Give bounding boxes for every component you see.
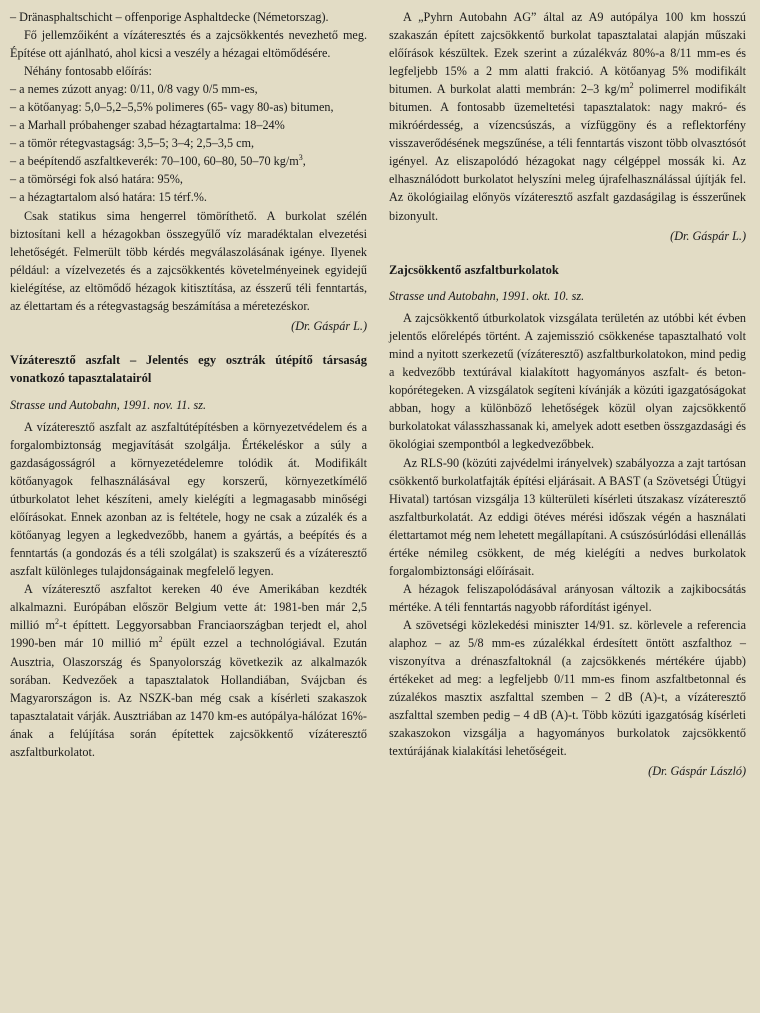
text-span: polimerrel modifikált bitumen. A fontosabb üzemeltetési tapasztalatok: nagy makró- és mikróérdesség, a vízencsúszás, a vízfüggöny és a reflektorfény visszaverődésének megszűnése, a téli fenntartás viszont több olvasztósót igényel. Az eliszapolódó hézagokat nagy célgéppel mossák ki. Az elhasználódott burkolatot helyszíni meleg újrafelhasználással újítják fel. Az ökológiailag előnyös vízáteresztő aszfalt gazdaságilag is ésszerűnek bizonyult. — [389, 82, 746, 223]
paragraph: A szövetségi közlekedési miniszter 14/91. sz. körlevele a referencia alaphoz – az 5/8 mm-es zúzalékkal érdesített öntött aszfalthoz – viszonyítva a drénaszfaltoknál (a zajcsökkenés mértékére újabb) értékeket ad meg: a legfeljebb 0/11 mm-es finom aszfaltbetonnal és zúzalékos masztix aszfalttal szemben – 2 dB (A)-t, a vízáteresztő aszfalttal szemben pedig – 4 dB (A)-t. Több közúti igazgatóság kísérleti szakaszokon vizsgálja a hagyományos burkolatok zajcsökkentő textúrájának kialakítási lehetőségeit. — [389, 617, 746, 759]
superscript: 3 — [298, 153, 303, 163]
list-item: – a kötőanyag: 5,0–5,2–5,5% polimeres (65- vagy 80-as) bitumen, — [10, 100, 334, 115]
paragraph: Fő jellemzőiként a vízáteresztés és a zajcsökkentés nevezhető meg. Építése ott ajánlható, ahol kicsi a veszély a hézagai eltömődésére. — [10, 28, 367, 61]
article-source: Strasse und Autobahn, 1991. okt. 10. sz. — [389, 289, 585, 304]
signature: (Dr. Gáspár László) — [648, 764, 746, 779]
list-item: – a Marhall próbahenger szabad hézagtartalma: 18–24% — [10, 118, 285, 133]
paragraph: Néhány fontosabb előírás: — [24, 64, 152, 79]
paragraph — [10, 580, 367, 760]
left-column — [10, 8, 367, 1013]
text-span: épült ezzel a technológiával. Ezután Ausztria, Olaszország és Spanyolország következik az alkalmazók sorában. Kedvezőek a tapasztalatok Hollandiában, Svájcban és Magyarországon is. Az NSZK-ban még csak a kísérleti szakaszok tapasztalatait várják. Ausztriában az 1470 km-es autópálya-hálózat 16%-ának a felújítása során építettek zajcsökkentő vízáteresztő aszfaltburkolatot. — [10, 636, 367, 759]
signature: (Dr. Gáspár L.) — [291, 318, 367, 333]
list-item-text: – a beépítendő aszfaltkeverék: 70–100, 60–80, 50–70 kg/m — [10, 154, 299, 169]
paragraph: Az RLS-90 (közúti zajvédelmi irányelvek) szabályozza a zajt tartósan csökkentő burkolatfajták építési eljárásait. A BAST (a Szövetségi Útügyi Hivatal) tartósan vizsgálja 13 külterületi kísérleti útszakasz vízáteresztő aszfaltburkolatát. Az eddigi ötéves mérési időszak végén a használati élettartamot még nem lehetett megállapítani. A csúszósúrlódási ellenállás értéke némileg csökkent, de még kielégíti a nedves burkolatok forgalombiztonsági előírásait. — [389, 455, 746, 578]
article-source: Strasse und Autobahn, 1991. nov. 11. sz. — [10, 397, 207, 412]
text-span: -t építtett. Leggyorsabban Franciaországban terjedt el, ahol 1990-ben már 10 millió m — [10, 618, 367, 651]
list-item: – a nemes zúzott anyag: 0/11, 0/8 vagy 0/5 mm-es, — [10, 82, 258, 97]
right-column — [389, 8, 746, 1013]
superscript: 2 — [55, 617, 60, 627]
paragraph — [389, 8, 746, 225]
list-item: – a tömörségi fok alsó határa: 95%, — [10, 172, 183, 187]
list-item: – Dränasphaltschicht – offenporige Asphaltdecke (Németorszag). — [10, 10, 329, 24]
article-heading: Zajcsökkentő aszfaltburkolatok — [389, 262, 559, 277]
signature: (Dr. Gáspár L.) — [670, 228, 746, 243]
text-span: A „Pyhrn Autobahn AG” által az A9 autópálya 100 km hosszú szakaszán épített zajcsökkentő burkolat tapasztalatai alapján műszaki előírások készültek. Ezek szerint a zúzalékváz 80%-a 8/11 mm-es és legfeljebb 15% a 2 mm alatti frakció. A kötőanyag 5% modifikált bitumen. A burkolat alatti membrán: 2–3 kg/m — [389, 10, 746, 97]
article-heading: Vízáteresztő aszfalt – Jelentés egy osztrák útépítő társaság vonatkozó tapasztalatairól — [10, 352, 367, 386]
superscript: 2 — [158, 635, 163, 645]
list-item: – a hézagtartalom alsó határa: 15 térf.%. — [10, 190, 207, 205]
paragraph: A zajcsökkentő útburkolatok vizsgálata területén az utóbbi két évben jelentős előrelépés történt. A zajemisszió csökkenése tapasztalható volt mind a nyitott szerkezetű (vízáteresztő) aszfaltburkolatokon, mind pedig a kedvezőbb textúrával kialakított hagyományos aszfalt- és beton-kopórétegeken. A vizsgálatok segíteni kívánják a közúti igazgatóságokat abban, hogy a különböző lehetőségek közül olyan zajcsökkentő burkolatokat válasszhassanak ki, amelyek adott esetben összgazdasági és ökológiai szempontból a legkedvezőbbek. — [389, 311, 746, 452]
superscript: 2 — [629, 81, 634, 91]
list-item: – a tömör rétegvastagság: 3,5–5; 3–4; 2,5–3,5 cm, — [10, 136, 255, 151]
paragraph: A vízáteresztő aszfalt az aszfaltútépítésben a környezetvédelem és a forgalombiztonság megjavítását szolgálja. Értékeléskor a súly a gazdaságosságról a környezetédelemre tolódik át. Modifikált kötőanyagok felhasználásával egy korszerű, környezetkímélő útburkolatot lehet készíteni, amely kielégíti a legmagasabb minőségi előírásokat. Ennek azonban az is feltétele, hogy ne csak a zúzalék és a kötőanyag legyen a legkedvezőbb, hanem a gyártás, a beépítés és a fenntartás (a gondozás és a téli szolgálat) is szakszerű és a vízáteresztő aszfalt különleges tulajdonságainak megfelelő legyen. — [10, 419, 367, 579]
paragraph: Csak statikus sima hengerrel tömöríthető. A burkolat szélén biztosítani kell a hézagokban összegyűlő víz maradéktalan elvezetési lehetőségét. Felmerült több kérdés megválaszolásának igénye. Ilyenek például: a vízelvezetés és a zajcsökkentés követelményeinek egyidejű kielégítése, az eltömődő hézagok kitisztítása, az ésszerű téli fenntartás, az élettartam és a rétegvastagság beszámítása a méretezéskor. — [10, 208, 367, 313]
text-span: A vízáteresztő aszfaltot kereken 40 éve Amerikában kezdték alkalmazni. Európában először Belgium vette át: 1981-ben már 2,5 millió m — [10, 582, 367, 633]
list-item: – a beépítendő aszfaltkeverék: 70–100, 60–80, 50–70 $kg/m^3$, — [10, 153, 306, 169]
paragraph: A hézagok feliszapolódásával arányosan változik a zajkibocsátás mértéke. A téli fenntartás nagyobb ráfordítást igényel. — [389, 581, 746, 614]
